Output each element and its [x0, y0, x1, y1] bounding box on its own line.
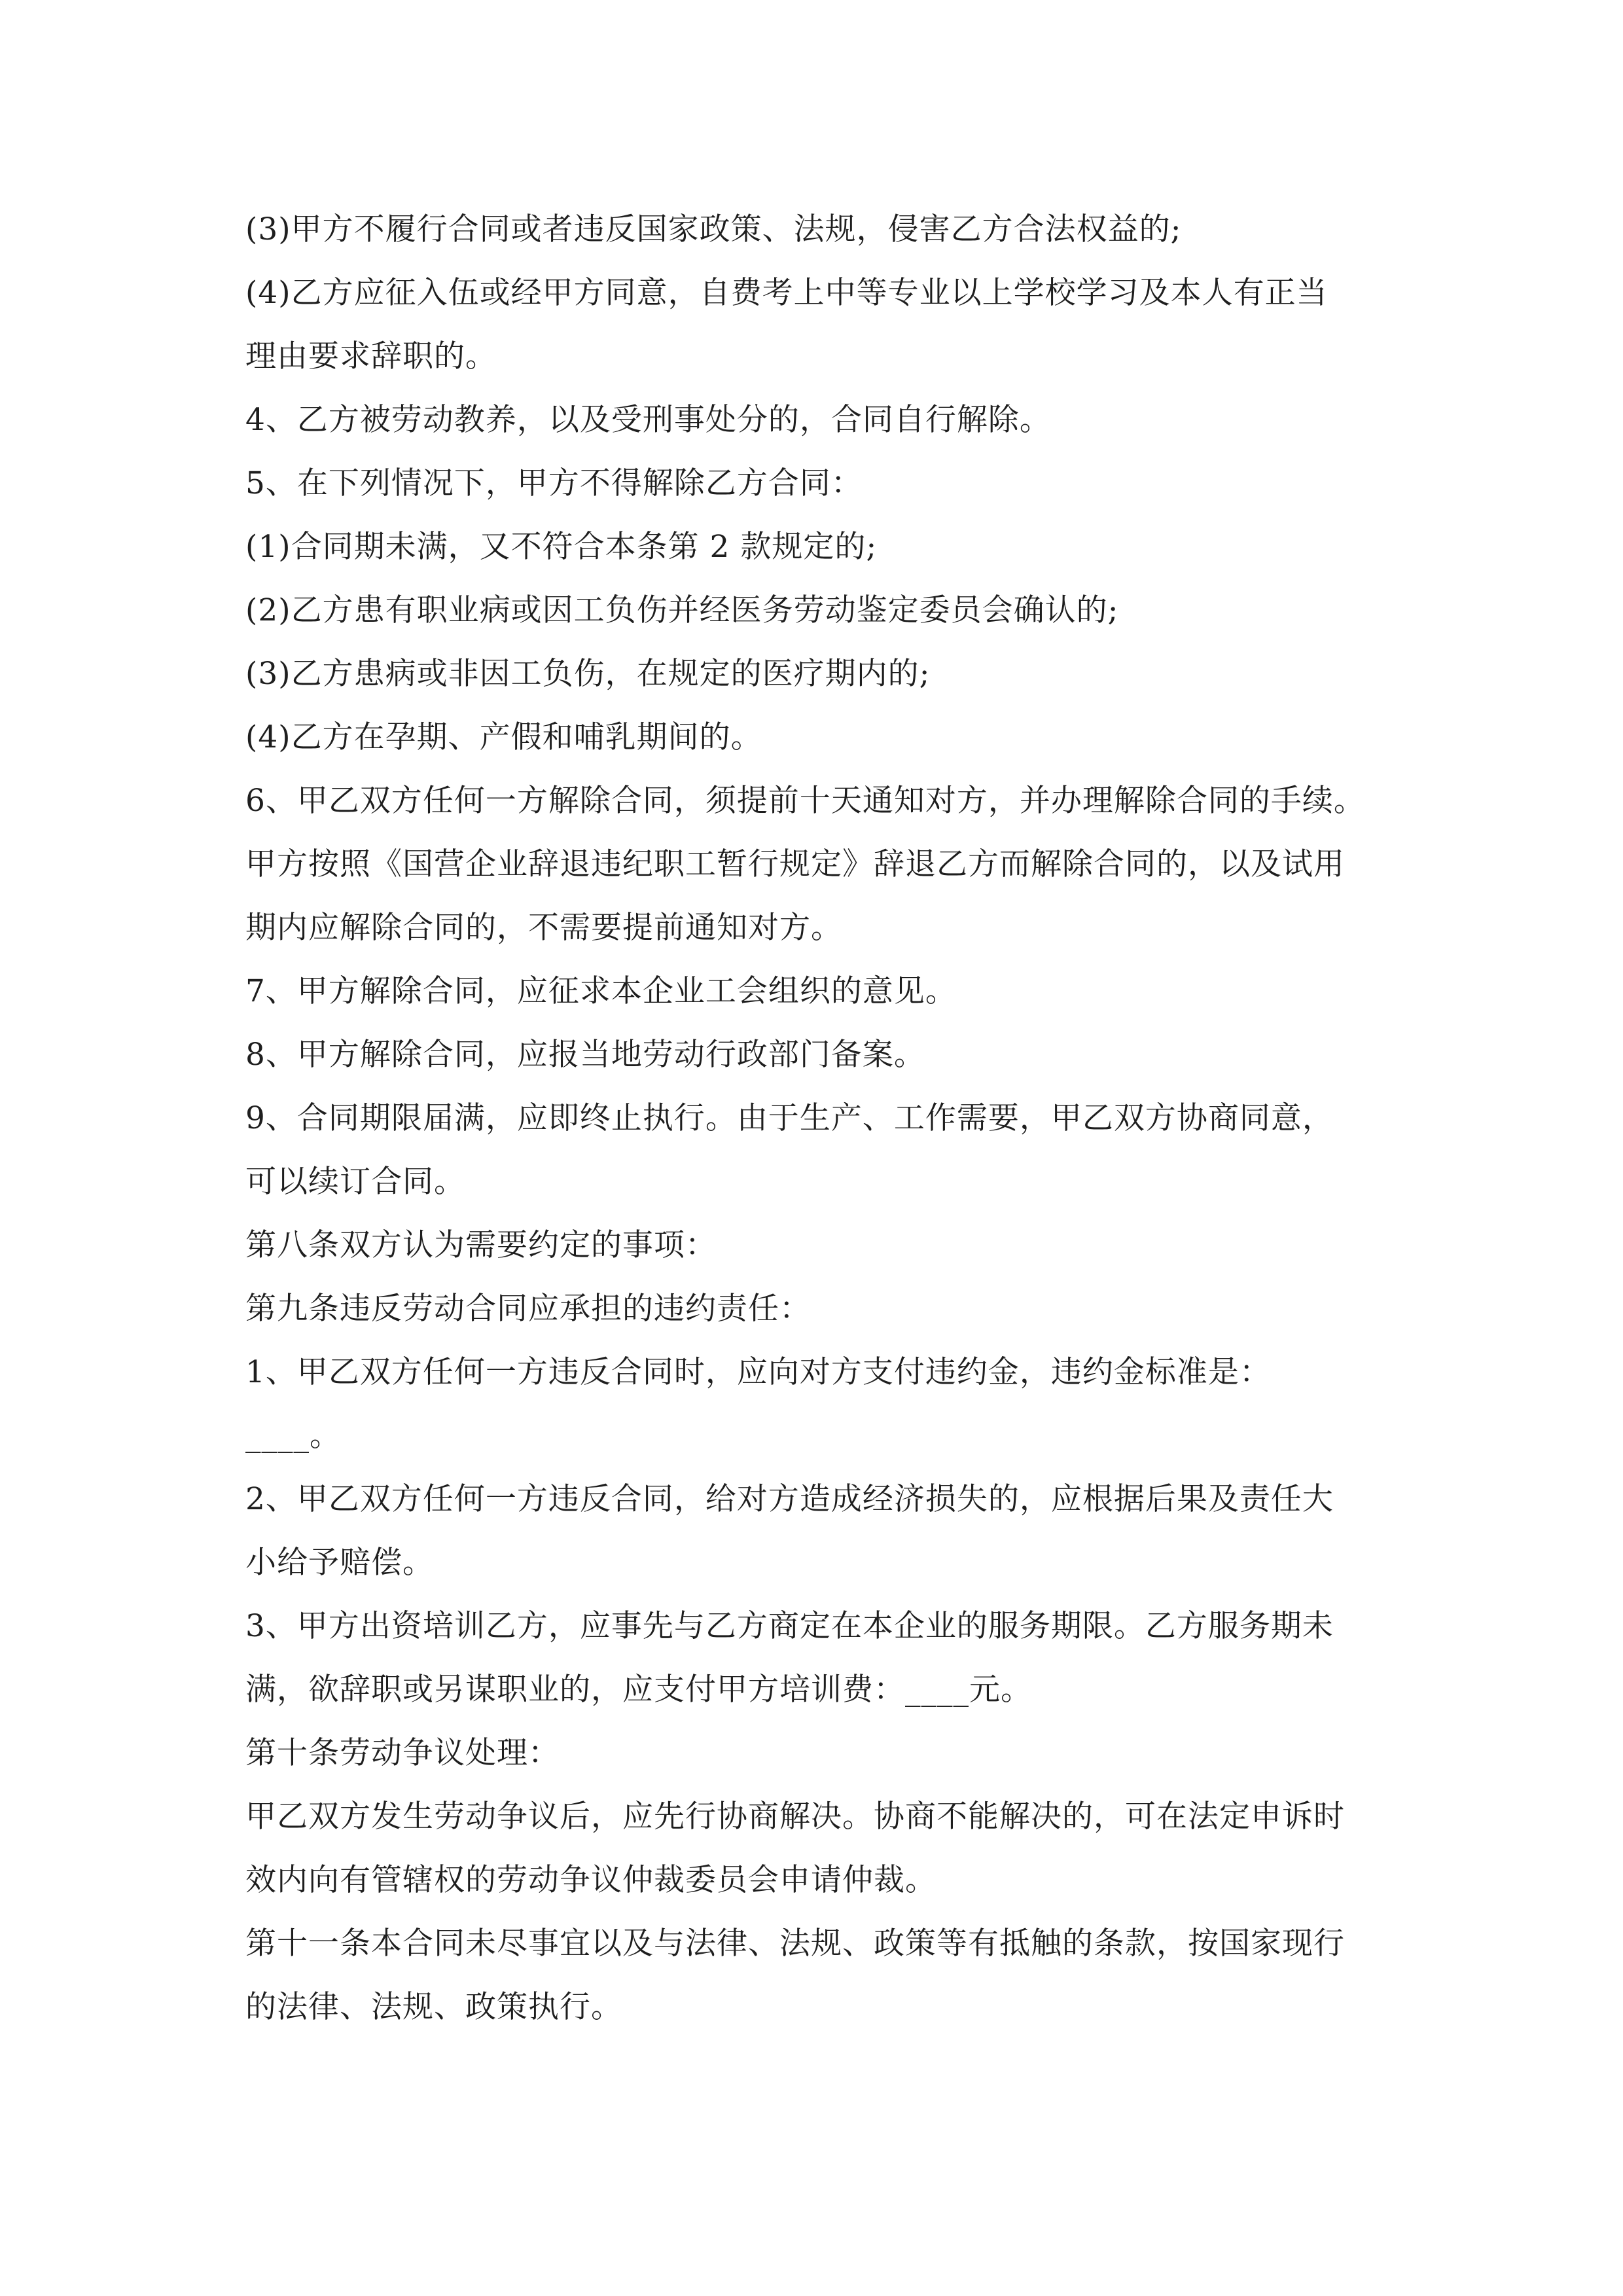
text-line: 效内向有管辖权的劳动争议仲裁委员会申请仲裁。 [245, 1862, 936, 1898]
contract-text-body [245, 198, 1410, 2039]
text-line: 第十一条本合同未尽事宜以及与法律、法规、政策等有抵触的条款，按国家现行 [245, 1926, 1345, 1962]
text-line: 第九条违反劳动合同应承担的违约责任： [245, 1291, 811, 1327]
text-line: 9、合同期限届满，应即终止执行。由于生产、工作需要，甲乙双方协商同意， [245, 1100, 1334, 1136]
text-line: 小给予赔偿。 [245, 1545, 434, 1581]
text-line: (3)乙方患病或非因工负伤，在规定的医疗期内的; [245, 656, 931, 692]
text-line: 期内应解除合同的，不需要提前通知对方。 [245, 910, 842, 946]
text-line: ____。 [245, 1418, 341, 1454]
text-line: 理由要求辞职的。 [245, 338, 497, 374]
text-line: 甲乙双方发生劳动争议后，应先行协商解决。协商不能解决的，可在法定申诉时 [245, 1799, 1345, 1835]
text-line: 7、甲方解除合同，应征求本企业工会组织的意见。 [245, 973, 957, 1009]
text-line: 5、在下列情况下，甲方不得解除乙方合同： [245, 465, 863, 501]
text-line: 甲方按照《国营企业辞退违纪职工暂行规定》辞退乙方而解除合同的，以及试用 [245, 846, 1345, 882]
text-line: 的法律、法规、政策执行。 [245, 1989, 622, 2025]
text-line: 8、甲方解除合同，应报当地劳动行政部门备案。 [245, 1037, 925, 1073]
text-line: (1)合同期未满，又不符合本条第 2 款规定的; [245, 529, 878, 565]
text-line: 3、甲方出资培训乙方，应事先与乙方商定在本企业的服务期限。乙方服务期未 [245, 1608, 1334, 1644]
text-line: 可以续订合同。 [245, 1164, 465, 1200]
text-line: (2)乙方患有职业病或因工负伤并经医务劳动鉴定委员会确认的; [245, 592, 1119, 628]
text-line: (3)甲方不履行合同或者违反国家政策、法规，侵害乙方合法权益的; [245, 211, 1182, 247]
text-line: (4)乙方应征入伍或经甲方同意，自费考上中等专业以上学校学习及本人有正当 [245, 275, 1328, 311]
text-line: (4)乙方在孕期、产假和哺乳期间的。 [245, 719, 762, 755]
text-line: 满，欲辞职或另谋职业的，应支付甲方培训费：____元。 [245, 1672, 1032, 1708]
text-line: 2、甲乙双方任何一方违反合同，给对方造成经济损失的，应根据后果及责任大 [245, 1481, 1334, 1517]
text-line: 第十条劳动争议处理： [245, 1735, 560, 1771]
text-line: 第八条双方认为需要约定的事项： [245, 1227, 717, 1263]
text-line: 6、甲乙双方任何一方解除合同，须提前十天通知对方，并办理解除合同的手续。 [245, 783, 1365, 819]
text-line: 1、甲乙双方任何一方违反合同时，应向对方支付违约金，违约金标准是： [245, 1354, 1271, 1390]
text-line: 4、乙方被劳动教养，以及受刑事处分的，合同自行解除。 [245, 402, 1051, 438]
